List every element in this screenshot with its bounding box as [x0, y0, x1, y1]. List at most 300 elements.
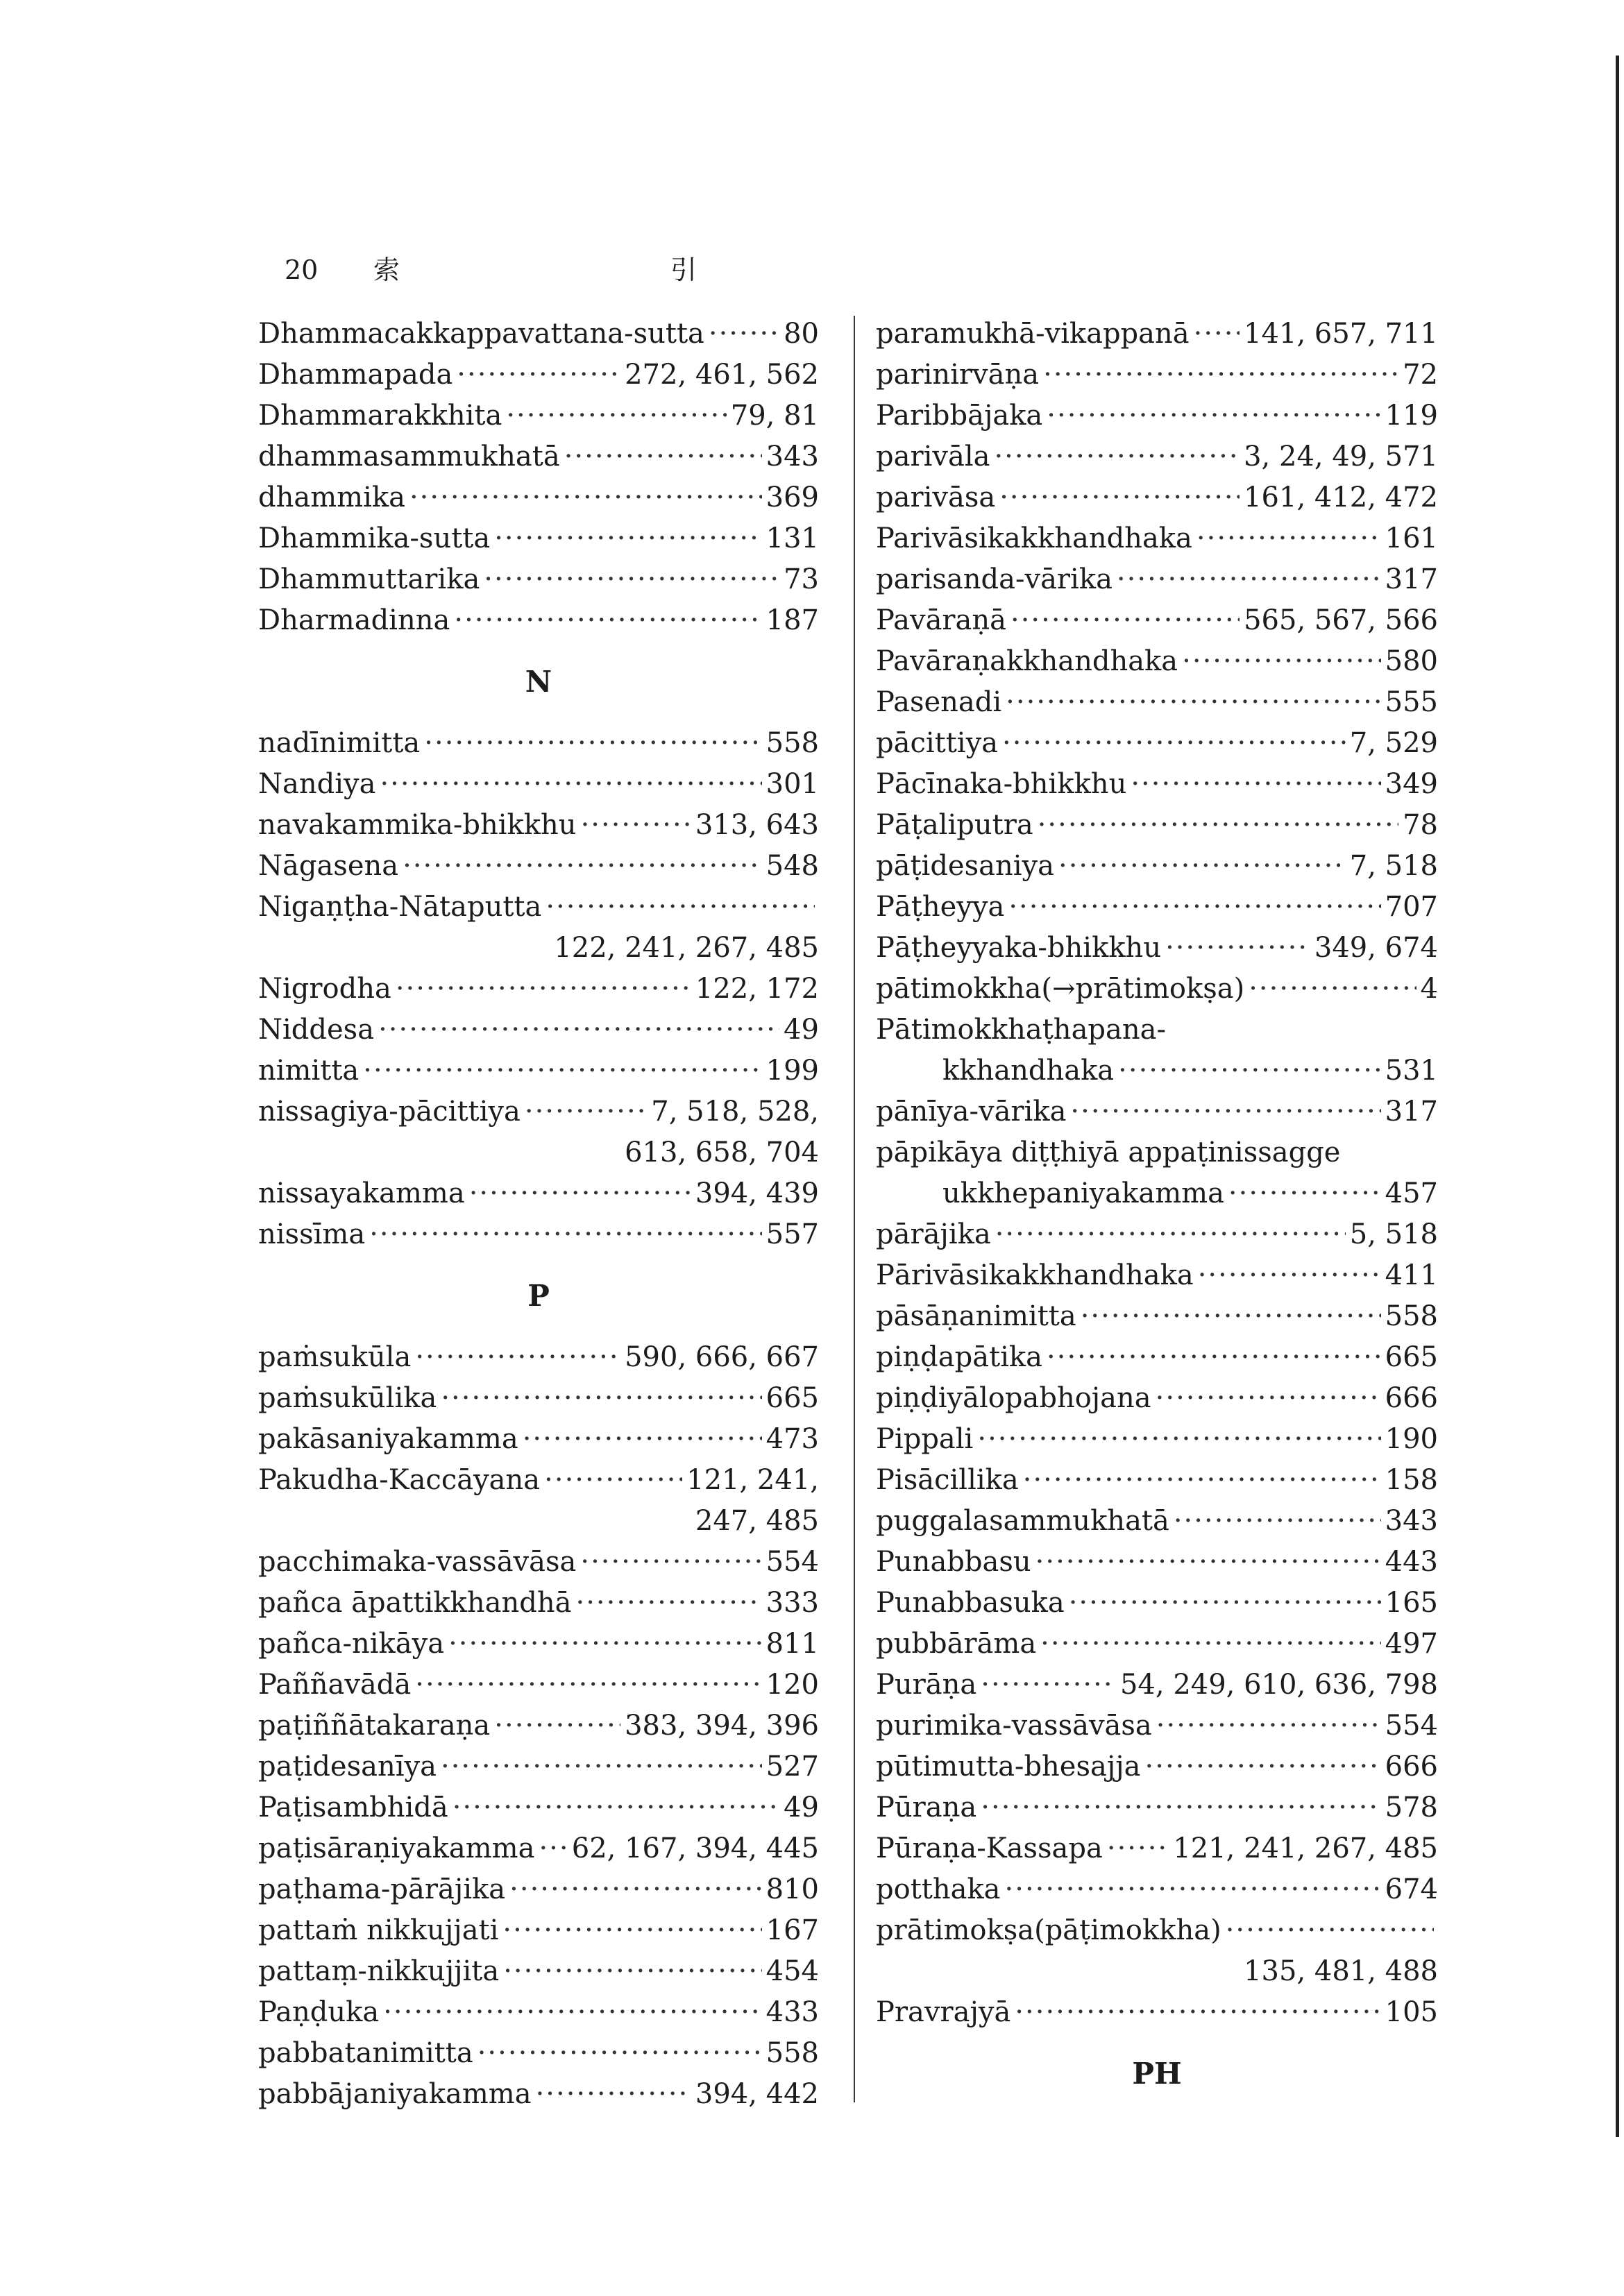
- entry-term: Dhammacakkappavattana-sutta: [258, 318, 704, 350]
- page-header: [285, 248, 819, 287]
- page-number: 20: [285, 255, 319, 285]
- entry-term: kkhandhaka: [942, 1055, 1115, 1087]
- entry-pages: 454: [766, 1955, 819, 1987]
- entry-pages: 62, 167, 394, 445: [571, 1832, 819, 1864]
- index-entry: [876, 355, 1438, 396]
- entry-term: Pakudha-Kaccāyana: [258, 1464, 541, 1496]
- dot-leader: [1249, 969, 1416, 1010]
- entry-term: pabbājaniyakamma: [258, 2078, 532, 2110]
- entry-pages: 531: [1385, 1055, 1438, 1087]
- index-entry: [876, 928, 1438, 969]
- index-entry: [876, 641, 1438, 682]
- entry-term: Pācīnaka-bhikkhu: [876, 768, 1127, 800]
- entry-term: Dhammika-sutta: [258, 522, 491, 554]
- entry-pages: 7, 518, 528,: [651, 1096, 819, 1128]
- entry-term: pattaṃ-nikkujjita: [258, 1955, 500, 1987]
- index-entry: [876, 1132, 1438, 1173]
- index-entry: [876, 518, 1438, 559]
- entry-term: Paribbājaka: [876, 400, 1043, 432]
- dot-leader: [994, 436, 1240, 477]
- dot-leader: [544, 1460, 682, 1501]
- entry-pages: 190: [1385, 1423, 1438, 1455]
- index-entry: [876, 764, 1438, 805]
- dot-leader: [503, 1951, 761, 1992]
- dot-leader: [383, 1992, 761, 2033]
- entry-pages: 121, 241, 267, 485: [1173, 1832, 1438, 1864]
- index-entry: [258, 1542, 819, 1583]
- index-entry: [258, 1992, 819, 2033]
- dot-leader: [380, 764, 761, 805]
- entry-pages: 558: [766, 2037, 819, 2069]
- entry-pages: 49: [784, 1792, 819, 1823]
- dot-leader: [441, 1378, 761, 1419]
- entry-term: nissīma: [258, 1218, 366, 1250]
- index-entry: [876, 1787, 1438, 1828]
- dot-leader: [484, 559, 779, 600]
- dot-leader: [1174, 1501, 1381, 1542]
- entry-pages: 394, 439: [695, 1177, 819, 1209]
- dot-leader: [995, 1214, 1346, 1255]
- index-entry: [876, 1010, 1438, 1051]
- entry-pages: 557: [766, 1218, 819, 1250]
- dot-leader: [1015, 1992, 1380, 2033]
- dot-leader: [981, 1787, 1380, 1828]
- entry-pages: 457: [1385, 1177, 1438, 1209]
- index-entry: [258, 2074, 819, 2115]
- entry-pages: 119: [1385, 400, 1438, 432]
- index-entry: [876, 1460, 1438, 1501]
- dot-leader: [1228, 1173, 1381, 1214]
- entry-term: Dhammapada: [258, 359, 453, 391]
- index-entry-continuation: [258, 1132, 819, 1173]
- dot-leader: [545, 887, 815, 928]
- entry-term: parisanda-vārika: [876, 563, 1113, 595]
- entry-pages: 121, 241,: [686, 1464, 819, 1496]
- dot-leader: [1010, 600, 1240, 641]
- entry-term: Pāṭaliputra: [876, 809, 1033, 841]
- entry-pages: 167: [766, 1914, 819, 1946]
- entry-term: Punabbasu: [876, 1546, 1031, 1578]
- entry-pages: 473: [766, 1423, 819, 1455]
- entry-term: pārājika: [876, 1218, 991, 1250]
- index-entry: [876, 436, 1438, 477]
- dot-leader: [363, 1051, 761, 1091]
- entry-pages: 394, 442: [695, 2078, 819, 2110]
- index-entry: [258, 477, 819, 518]
- index-entry: [876, 1051, 1438, 1091]
- dot-leader: [494, 518, 761, 559]
- entry-pages: 580: [1385, 645, 1438, 677]
- index-entry: [876, 1869, 1438, 1910]
- entry-pages: 555: [1385, 686, 1438, 718]
- entry-pages: 666: [1385, 1382, 1438, 1414]
- dot-leader: [1047, 396, 1380, 436]
- entry-pages: 187: [766, 604, 819, 636]
- entry-pages: 333: [766, 1587, 819, 1619]
- index-entry: [258, 764, 819, 805]
- entry-term: pūtimutta-bhesajja: [876, 1751, 1141, 1783]
- entry-pages: 548: [766, 850, 819, 882]
- entry-pages: 199: [766, 1055, 819, 1087]
- dot-leader: [581, 805, 691, 846]
- dot-leader: [575, 1583, 761, 1624]
- entry-pages: 54, 249, 610, 636, 798: [1119, 1669, 1438, 1701]
- entry-pages: 810: [766, 1873, 819, 1905]
- index-entry: [876, 1091, 1438, 1132]
- entry-pages: 131: [766, 522, 819, 554]
- index-entry: [876, 1706, 1438, 1746]
- dot-leader: [415, 1665, 761, 1706]
- entry-pages: 247, 485: [695, 1505, 819, 1537]
- dot-leader: [509, 1869, 762, 1910]
- index-column-left: [258, 314, 819, 2115]
- dot-leader: [1058, 846, 1346, 887]
- entry-term: Niddesa: [258, 1014, 375, 1046]
- entry-term: pāpikāya diṭṭhiyā appaṭinissagge: [876, 1137, 1341, 1168]
- entry-term: navakammika-bhikkhu: [258, 809, 577, 841]
- index-entry: [258, 1173, 819, 1214]
- entry-term: Pravrajyā: [876, 1996, 1011, 2028]
- entry-term: pācittiya: [876, 727, 999, 759]
- index-entry: [258, 559, 819, 600]
- entry-term: Paññavādā: [258, 1669, 412, 1701]
- index-entry: [258, 969, 819, 1010]
- entry-pages: 343: [1385, 1505, 1438, 1537]
- index-entry: [258, 1828, 819, 1869]
- entry-pages: 79, 81: [730, 400, 819, 432]
- entry-pages: 666: [1385, 1751, 1438, 1783]
- entry-term: Pātimokkhaṭhapana-: [876, 1014, 1166, 1046]
- entry-term: Nigaṇṭha-Nātaputta: [258, 891, 542, 923]
- entry-term: purimika-vassāvāsa: [876, 1710, 1152, 1742]
- entry-term: Dharmadinna: [258, 604, 450, 636]
- dot-leader: [1035, 1542, 1381, 1583]
- index-entry: [258, 436, 819, 477]
- entry-pages: 161: [1385, 522, 1438, 554]
- entry-term: paṭiññātakaraṇa: [258, 1710, 491, 1742]
- dot-leader: [977, 1419, 1380, 1460]
- entry-term: Pārivāsikakkhandhaka: [876, 1259, 1194, 1291]
- entry-pages: 558: [1385, 1300, 1438, 1332]
- dot-leader: [409, 477, 762, 518]
- entry-term: paramukhā-vikappanā: [876, 318, 1190, 350]
- entry-term: puggalasammukhatā: [876, 1505, 1169, 1537]
- section-letter: N: [525, 665, 552, 699]
- entry-pages: 317: [1385, 563, 1438, 595]
- dot-leader: [1023, 1460, 1381, 1501]
- entry-pages: 558: [766, 727, 819, 759]
- dot-leader: [452, 1787, 779, 1828]
- entry-term: Nandiya: [258, 768, 376, 800]
- dot-leader: [441, 1746, 762, 1787]
- index-entry: [876, 1214, 1438, 1255]
- entry-pages: 165: [1385, 1587, 1438, 1619]
- dot-leader: [536, 2074, 691, 2115]
- index-entry: [258, 2033, 819, 2074]
- entry-pages: 554: [1385, 1710, 1438, 1742]
- dot-leader: [1043, 355, 1398, 396]
- entry-term: Paṭisambhidā: [258, 1792, 448, 1823]
- entry-term: piṇḍiyālopabhojana: [876, 1382, 1151, 1414]
- entry-pages: 707: [1385, 891, 1438, 923]
- index-entry: [876, 682, 1438, 723]
- entry-term: Parivāsikakkhandhaka: [876, 522, 1192, 554]
- entry-term: pañca āpattikkhandhā: [258, 1587, 572, 1619]
- entry-pages: 433: [766, 1996, 819, 2028]
- dot-leader: [415, 1337, 620, 1378]
- entry-pages: 665: [766, 1382, 819, 1414]
- entry-term: Pāṭheyyaka-bhikkhu: [876, 932, 1162, 964]
- dot-leader: [1194, 314, 1240, 355]
- entry-pages: 135, 481, 488: [1244, 1955, 1438, 1987]
- dot-leader: [1070, 1091, 1380, 1132]
- dot-leader: [523, 1419, 762, 1460]
- index-entry-continuation: [258, 1501, 819, 1542]
- entry-term: pātimokkha(→prātimokṣa): [876, 973, 1245, 1005]
- entry-term: parivāla: [876, 441, 990, 473]
- entry-term: pabbatanimitta: [258, 2037, 473, 2069]
- entry-term: Nāgasena: [258, 850, 399, 882]
- index-entry: [258, 1746, 819, 1787]
- dot-leader: [1006, 682, 1380, 723]
- dot-leader: [1040, 1624, 1380, 1665]
- dot-leader: [1005, 1869, 1381, 1910]
- index-entry: [876, 1173, 1438, 1214]
- index-column-right: [876, 314, 1438, 2115]
- dot-leader: [1196, 518, 1381, 559]
- dot-leader: [1038, 805, 1398, 846]
- entry-term: Dhammuttarika: [258, 563, 480, 595]
- entry-term: Pippali: [876, 1423, 974, 1455]
- entry-term: Nigrodha: [258, 973, 391, 1005]
- index-entry: [876, 559, 1438, 600]
- index-entry: [258, 518, 819, 559]
- index-entry: [258, 1869, 819, 1910]
- entry-pages: 158: [1385, 1464, 1438, 1496]
- index-entry: [258, 1460, 819, 1501]
- index-entry-continuation: [258, 928, 819, 969]
- index-entry: [876, 1255, 1438, 1296]
- entry-term: nissayakamma: [258, 1177, 465, 1209]
- index-entry: [876, 477, 1438, 518]
- dot-leader: [378, 1010, 779, 1051]
- index-entry: [258, 723, 819, 764]
- entry-pages: 161, 412, 472: [1244, 482, 1438, 513]
- index-entry: [876, 1910, 1438, 1951]
- entry-pages: 141, 657, 711: [1244, 318, 1438, 350]
- entry-term: paṭisāraṇiyakamma: [258, 1832, 535, 1864]
- entry-pages: 590, 666, 667: [625, 1341, 819, 1373]
- entry-pages: 122, 172: [695, 973, 819, 1005]
- entry-pages: 80: [784, 318, 819, 350]
- entry-term: paṁsukūlika: [258, 1382, 437, 1414]
- dot-leader: [1107, 1828, 1169, 1869]
- index-entry: [876, 1296, 1438, 1337]
- index-entry: [876, 396, 1438, 436]
- dot-leader: [1165, 928, 1310, 969]
- dot-leader: [1002, 723, 1346, 764]
- dot-leader: [1182, 641, 1381, 682]
- index-entry: [876, 846, 1438, 887]
- index-entry: [876, 887, 1438, 928]
- dot-leader: [477, 2033, 762, 2074]
- dot-leader: [424, 723, 761, 764]
- index-entry: [258, 1583, 819, 1624]
- entry-pages: 5, 518: [1349, 1218, 1438, 1250]
- entry-pages: 554: [766, 1546, 819, 1578]
- index-entry: [258, 1378, 819, 1419]
- entry-term: paṭhama-pārājika: [258, 1873, 506, 1905]
- index-entry: [876, 723, 1438, 764]
- index-entry: [258, 355, 819, 396]
- section-letter: P: [527, 1279, 550, 1313]
- entry-term: Purāṇa: [876, 1669, 977, 1701]
- entry-term: pañca-nikāya: [258, 1628, 445, 1660]
- dot-leader: [1198, 1255, 1381, 1296]
- index-entry: [258, 1706, 819, 1746]
- entry-pages: 72: [1403, 359, 1438, 391]
- index-entry: [876, 1419, 1438, 1460]
- entry-pages: 317: [1385, 1096, 1438, 1128]
- page-title: 索 引: [373, 255, 820, 285]
- entry-pages: 665: [1385, 1341, 1438, 1373]
- dot-leader: [525, 1091, 647, 1132]
- entry-term: dhammika: [258, 482, 405, 513]
- dot-leader: [580, 1542, 761, 1583]
- dot-leader: [1131, 764, 1380, 805]
- entry-term: parinirvāṇa: [876, 359, 1040, 391]
- entry-pages: 343: [766, 441, 819, 473]
- entry-term: Pavāraṇā: [876, 604, 1006, 636]
- entry-term: Pūraṇa: [876, 1792, 977, 1823]
- entry-pages: 301: [766, 768, 819, 800]
- index-entry: [258, 1951, 819, 1992]
- dot-leader: [502, 1910, 761, 1951]
- index-entry: [876, 1992, 1438, 2033]
- dot-leader: [469, 1173, 691, 1214]
- index-entry: [258, 887, 819, 928]
- dot-leader: [506, 396, 726, 436]
- index-entry: [258, 1624, 819, 1665]
- entry-pages: 411: [1385, 1259, 1438, 1291]
- index-entry: [258, 314, 819, 355]
- index-entry: [258, 1419, 819, 1460]
- index-entry: [876, 1337, 1438, 1378]
- entry-term: Pasenadi: [876, 686, 1002, 718]
- entry-pages: 349, 674: [1314, 932, 1438, 964]
- entry-pages: 565, 567, 566: [1244, 604, 1438, 636]
- index-entry: [258, 1010, 819, 1051]
- index-entry: [258, 396, 819, 436]
- section-letter: PH: [1132, 2057, 1182, 2091]
- index-entry: [876, 969, 1438, 1010]
- entry-pages: 313, 643: [695, 809, 819, 841]
- entry-term: parivāsa: [876, 482, 996, 513]
- entry-term: Punabbasuka: [876, 1587, 1065, 1619]
- entry-term: Pāṭheyya: [876, 891, 1005, 923]
- dot-leader: [1047, 1337, 1381, 1378]
- entry-pages: 578: [1385, 1792, 1438, 1823]
- entry-term: Dhammarakkhita: [258, 400, 502, 432]
- index-entry: [876, 1665, 1438, 1706]
- index-entry: [876, 1378, 1438, 1419]
- dot-leader: [1156, 1378, 1381, 1419]
- entry-term: ukkhepaniyakamma: [942, 1177, 1224, 1209]
- index-entry: [258, 1051, 819, 1091]
- entry-pages: 73: [784, 563, 819, 595]
- column-divider: [854, 316, 855, 2102]
- dot-leader: [564, 436, 762, 477]
- dot-leader: [1081, 1296, 1381, 1337]
- entry-term: pakāsaniyakamma: [258, 1423, 518, 1455]
- dot-leader: [1008, 887, 1380, 928]
- entry-pages: 527: [766, 1751, 819, 1783]
- entry-pages: 383, 394, 396: [625, 1710, 819, 1742]
- entry-term: pānīya-vārika: [876, 1096, 1067, 1128]
- entry-term: Pisācillika: [876, 1464, 1019, 1496]
- entry-term: nimitta: [258, 1055, 360, 1087]
- dot-leader: [396, 969, 691, 1010]
- index-entry: [258, 1337, 819, 1378]
- dot-leader: [709, 314, 779, 355]
- entry-term: pubbārāma: [876, 1628, 1037, 1660]
- index-entry: [876, 1828, 1438, 1869]
- edge-rule: [1616, 56, 1619, 2137]
- entry-pages: 49: [784, 1014, 819, 1046]
- index-entry: [876, 1583, 1438, 1624]
- entry-term: prātimokṣa(pāṭimokkha): [876, 1914, 1221, 1946]
- entry-pages: 613, 658, 704: [625, 1137, 819, 1168]
- entry-pages: 120: [766, 1669, 819, 1701]
- dot-leader: [454, 600, 761, 641]
- entry-pages: 7, 529: [1349, 727, 1438, 759]
- index-entry: [258, 1665, 819, 1706]
- index-entry: [876, 805, 1438, 846]
- entry-pages: 674: [1385, 1873, 1438, 1905]
- entry-pages: 4: [1420, 973, 1438, 1005]
- entry-pages: 3, 24, 49, 571: [1244, 441, 1438, 473]
- dot-leader: [457, 355, 620, 396]
- index-entry: [258, 1787, 819, 1828]
- index-entry: [876, 1624, 1438, 1665]
- entry-pages: 811: [766, 1628, 819, 1660]
- dot-leader: [539, 1828, 567, 1869]
- entry-term: paṭidesanīya: [258, 1751, 437, 1783]
- dot-leader: [494, 1706, 620, 1746]
- dot-leader: [981, 1665, 1116, 1706]
- index-entry: [876, 1501, 1438, 1542]
- entry-term: potthaka: [876, 1873, 1001, 1905]
- entry-pages: 7, 518: [1349, 850, 1438, 882]
- entry-pages: 369: [766, 482, 819, 513]
- entry-pages: 443: [1385, 1546, 1438, 1578]
- dot-leader: [1118, 1051, 1380, 1091]
- entry-term: piṇḍapātika: [876, 1341, 1043, 1373]
- dot-leader: [1226, 1910, 1434, 1951]
- dot-leader: [1156, 1706, 1381, 1746]
- entry-term: Pavāraṇakkhandhaka: [876, 645, 1178, 677]
- index-entry: [876, 1542, 1438, 1583]
- index-entry: [876, 600, 1438, 641]
- index-entry: [258, 805, 819, 846]
- entry-pages: 122, 241, 267, 485: [554, 932, 819, 964]
- dot-leader: [448, 1624, 762, 1665]
- entry-pages: 497: [1385, 1628, 1438, 1660]
- index-entry: [258, 1091, 819, 1132]
- entry-term: pacchimaka-vassāvāsa: [258, 1546, 577, 1578]
- index-entry: [258, 1910, 819, 1951]
- entry-pages: 78: [1403, 809, 1438, 841]
